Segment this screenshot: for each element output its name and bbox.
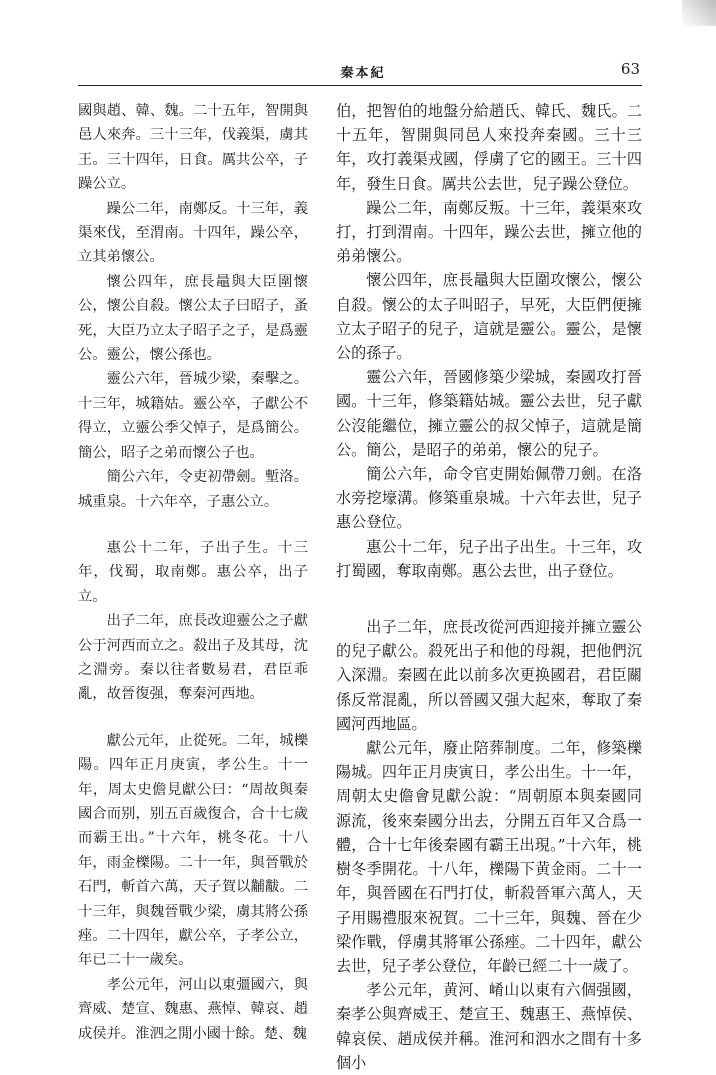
original-paragraph: 懷公四年，庶長鼂與大臣圍懷公，懷公自殺。懷公太子曰昭子，蚤死，大臣乃立太子昭子之子，是爲靈公。靈公，懷公孫也。 bbox=[78, 273, 308, 364]
original-paragraph: 靈公六年，晉城少梁，秦擊之。十三年，城籍姑。靈公卒，子獻公不得立，立靈公季父悼子，是爲簡公。簡公，昭子之弟而懷公子也。 bbox=[78, 371, 308, 461]
translation-paragraph: 獻公元年，廢止陪葬制度。二年，修築櫟陽城。四年正月庚寅日，孝公出生。十一年，周朝太史儋會見獻公說：“周朝原本與秦國同源流，後來秦國分出去，分開五百年又合爲一體，合十七年後秦國有霸王出現。”十六年，桃樹冬季開花。十八年，櫟陽下黄金雨。二十一年，與晉國在石門打仗，斬殺晉軍六萬人，天子用賜禮服來祝賀。二十三年，與魏、晉在少梁作戰，俘虜其將軍公孫痤。二十四年，獻公去世，兒子孝公登位，年齡已經二十一歲了。 bbox=[336, 739, 642, 975]
scan-corner-shadow bbox=[682, 0, 716, 26]
translation-paragraph: 惠公十二年，兒子出子出生。十三年，攻打蜀國，奪取南鄭。惠公去世，出子登位。 bbox=[336, 537, 642, 580]
page-number: 63 bbox=[620, 60, 640, 78]
translation-paragraph: 出子二年，庶長改從河西迎接并擁立靈公的兒子獻公。殺死出子和他的母親，把他們沉入深淵。秦國在此以前多次更换國君，君臣關係反常混亂，所以晉國又强大起來，奪取了秦國河西地區。 bbox=[336, 618, 642, 733]
section-gap bbox=[78, 707, 308, 729]
running-head: 秦本紀 bbox=[340, 66, 386, 81]
section-gap bbox=[78, 514, 308, 536]
original-paragraph: 國與趙、韓、魏。二十五年，智開與邑人來奔。三十三年，伐義渠，虜其王。三十四年，日食。厲共公卒，子躁公立。 bbox=[78, 103, 308, 193]
translation-paragraph: 簡公六年，命令官吏開始佩帶刀劍。在洛水旁挖壕溝。修築重泉城。十六年去世，兒子惠公登位。 bbox=[336, 465, 642, 532]
original-text-column bbox=[78, 99, 308, 1042]
section-gap bbox=[336, 583, 642, 615]
translation-paragraph: 靈公六年，晉國修築少梁城，秦國攻打晉國。十三年，修築籍姑城。靈公去世，兒子獻公沒能繼位，擁立靈公的叔父悼子，這就是簡公。簡公，是昭子的弟弟，懷公的兒子。 bbox=[336, 368, 642, 459]
translation-column bbox=[336, 99, 642, 1072]
translation-paragraph: 孝公元年，黄河、崤山以東有六個强國，秦孝公與齊威王、楚宣王、魏惠王、燕悼侯、韓哀侯、趙成侯并稱。淮河和泗水之間有十多個小 bbox=[336, 981, 642, 1072]
translation-paragraph: 伯，把智伯的地盤分給趙氏、韓氏、魏氏。二十五年，智開與同邑人來投奔秦國。三十三年，攻打義渠戎國，俘虜了它的國王。三十四年，發生日食。厲共公去世，兒子躁公登位。 bbox=[336, 102, 642, 193]
original-paragraph: 躁公二年，南鄭反。十三年，義渠來伐，至渭南。十四年，躁公卒，立其弟懷公。 bbox=[78, 200, 308, 266]
translation-paragraph: 懷公四年，庶長鼂與大臣圍攻懷公，懷公自殺。懷公的太子叫昭子，早死，大臣們便擁立太子昭子的兒子，這就是靈公。靈公，是懷公的孫子。 bbox=[336, 271, 642, 363]
translation-paragraph: 躁公二年，南鄭反叛。十三年，義渠來攻打，打到渭南。十四年，躁公去世，擁立他的弟弟懷公。 bbox=[336, 198, 642, 266]
original-paragraph: 孝公元年，河山以東彊國六，與齊威、楚宣、魏惠、燕悼、韓哀、趙成侯并。淮泗之閒小國十餘。楚、魏 bbox=[78, 976, 308, 1042]
header-rule bbox=[78, 85, 642, 86]
original-paragraph: 出子二年，庶長改迎靈公之子獻公于河西而立之。殺出子及其母，沈之淵旁。秦以往者數易君，君臣乖亂，故晉復强，奪秦河西地。 bbox=[78, 613, 308, 703]
original-paragraph: 獻公元年，止從死。二年，城櫟陽。四年正月庚寅，孝公生。十一年，周太史儋見獻公曰：“周故與秦國合而别，别五百歲復合，合十七歲而霸王出。”十六年，桃冬花。十八年，雨金櫟陽。二十一年，與晉戰於石門，斬首六萬，天子賀以黼黻。二十三年，與魏晉戰少梁，虜其將公孫痤。二十四年，獻公卒，子孝公立，年已二十一歲矣。 bbox=[78, 732, 308, 969]
original-paragraph: 惠公十二年，子出子生。十三年，伐蜀，取南鄭。惠公卒，出子立。 bbox=[78, 539, 308, 605]
original-paragraph: 簡公六年，令吏初帶劍。塹洛。城重泉。十六年卒，子惠公立。 bbox=[78, 469, 308, 510]
